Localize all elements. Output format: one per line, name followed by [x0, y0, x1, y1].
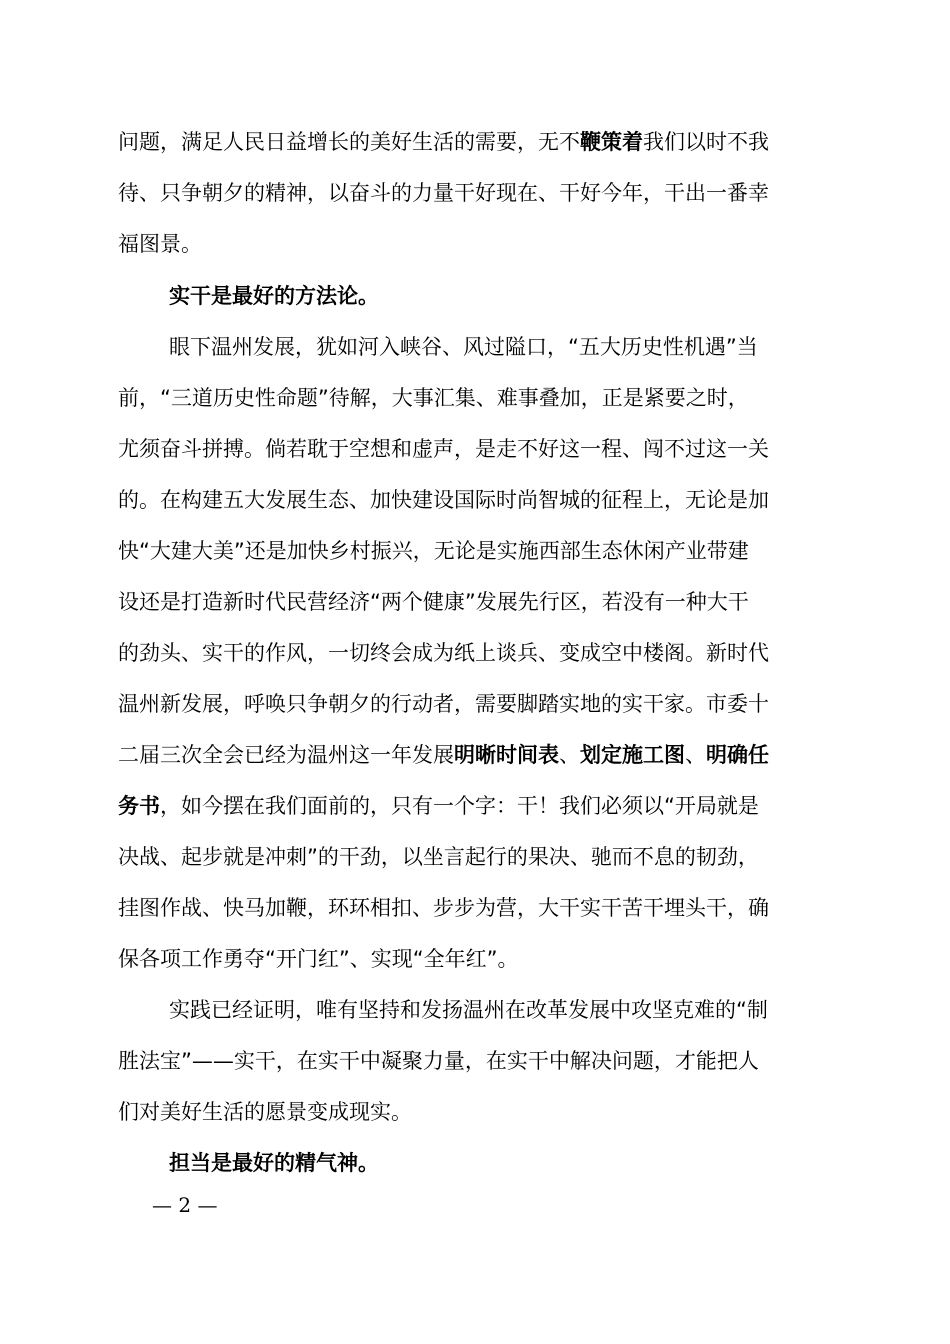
text-line	[118, 538, 749, 564]
text-line	[118, 640, 769, 666]
text-run: 的劲头、实干的作风，一切终会成为纸上谈兵、变成空中楼阁。新时代	[118, 641, 769, 665]
text-line	[118, 129, 769, 155]
text-run: ，如今摆在我们面前的，只有一个字：干！我们必须以“开局就是	[160, 794, 759, 818]
text-line	[118, 231, 202, 257]
text-line	[118, 793, 759, 819]
text-line	[118, 436, 769, 462]
section-heading	[169, 1150, 379, 1176]
bold-text-run: 鞭策着	[580, 130, 643, 154]
text-line	[118, 180, 769, 206]
text-run: 的。在构建五大发展生态、加快建设国际时尚智城的征程上，无论是加	[118, 488, 769, 512]
text-run: 眼下温州发展，犹如河入峡谷、风过隘口，“五大历史性机遇”当	[169, 335, 758, 359]
text-run: 问题，满足人民日益增长的美好生活的需要，无不	[118, 130, 580, 154]
section-heading	[169, 283, 379, 309]
text-run: 们对美好生活的愿景变成现实。	[118, 1100, 412, 1124]
text-run: 挂图作战、快马加鞭，环环相扣、步步为营，大干实干苦干埋头干，确	[118, 896, 769, 920]
section-heading-text: 担当是最好的精气神。	[169, 1151, 379, 1175]
text-run: 、	[685, 743, 706, 767]
bold-text-run: 明确任	[706, 743, 769, 767]
text-run: 温州新发展，呼唤只争朝夕的行动者，需要脚踏实地的实干家。市委十	[118, 692, 769, 716]
page-number: — 2 —	[152, 1193, 218, 1217]
text-run: 实践已经证明，唯有坚持和发扬温州在改革发展中攻坚克难的“制	[169, 998, 768, 1022]
text-line	[118, 844, 759, 870]
text-line	[118, 589, 749, 615]
section-heading-text: 实干是最好的方法论。	[169, 284, 379, 308]
text-run: 、	[559, 743, 580, 767]
text-run: 二届三次全会已经为温州这一年发展	[118, 743, 454, 767]
text-line	[118, 1048, 759, 1074]
text-run: 设还是打造新时代民营经济“两个健康”发展先行区，若没有一种大干	[118, 590, 749, 614]
text-line	[118, 691, 769, 717]
text-line	[118, 1099, 412, 1125]
bold-text-run: 划定施工图	[580, 743, 685, 767]
bold-text-run: 务书	[118, 794, 160, 818]
text-run: 前，“三道历史性命题”待解，大事汇集、难事叠加，正是紧要之时，	[118, 386, 749, 410]
text-run: 决战、起步就是冲刺”的干劲，以坐言起行的果决、驰而不息的韧劲，	[118, 845, 759, 869]
text-line	[169, 997, 768, 1023]
text-line	[118, 385, 749, 411]
text-run: 福图景。	[118, 232, 202, 256]
text-line	[118, 487, 769, 513]
text-run: 保各项工作勇夺“开门红”、实现“全年红”。	[118, 947, 519, 971]
text-run: 胜法宝”——实干，在实干中凝聚力量，在实干中解决问题，才能把人	[118, 1049, 759, 1073]
text-run: 我们以时不我	[643, 130, 769, 154]
text-line	[118, 895, 769, 921]
text-run: 快“大建大美”还是加快乡村振兴，无论是实施西部生态休闲产业带建	[118, 539, 749, 563]
text-line	[118, 742, 769, 768]
text-run: 待、只争朝夕的精神，以奋斗的力量干好现在、干好今年，干出一番幸	[118, 181, 769, 205]
bold-text-run: 明晰时间表	[454, 743, 559, 767]
text-run: 尤须奋斗拼搏。倘若耽于空想和虚声，是走不好这一程、闯不过这一关	[118, 437, 769, 461]
text-line	[169, 334, 758, 360]
text-line	[118, 946, 519, 972]
